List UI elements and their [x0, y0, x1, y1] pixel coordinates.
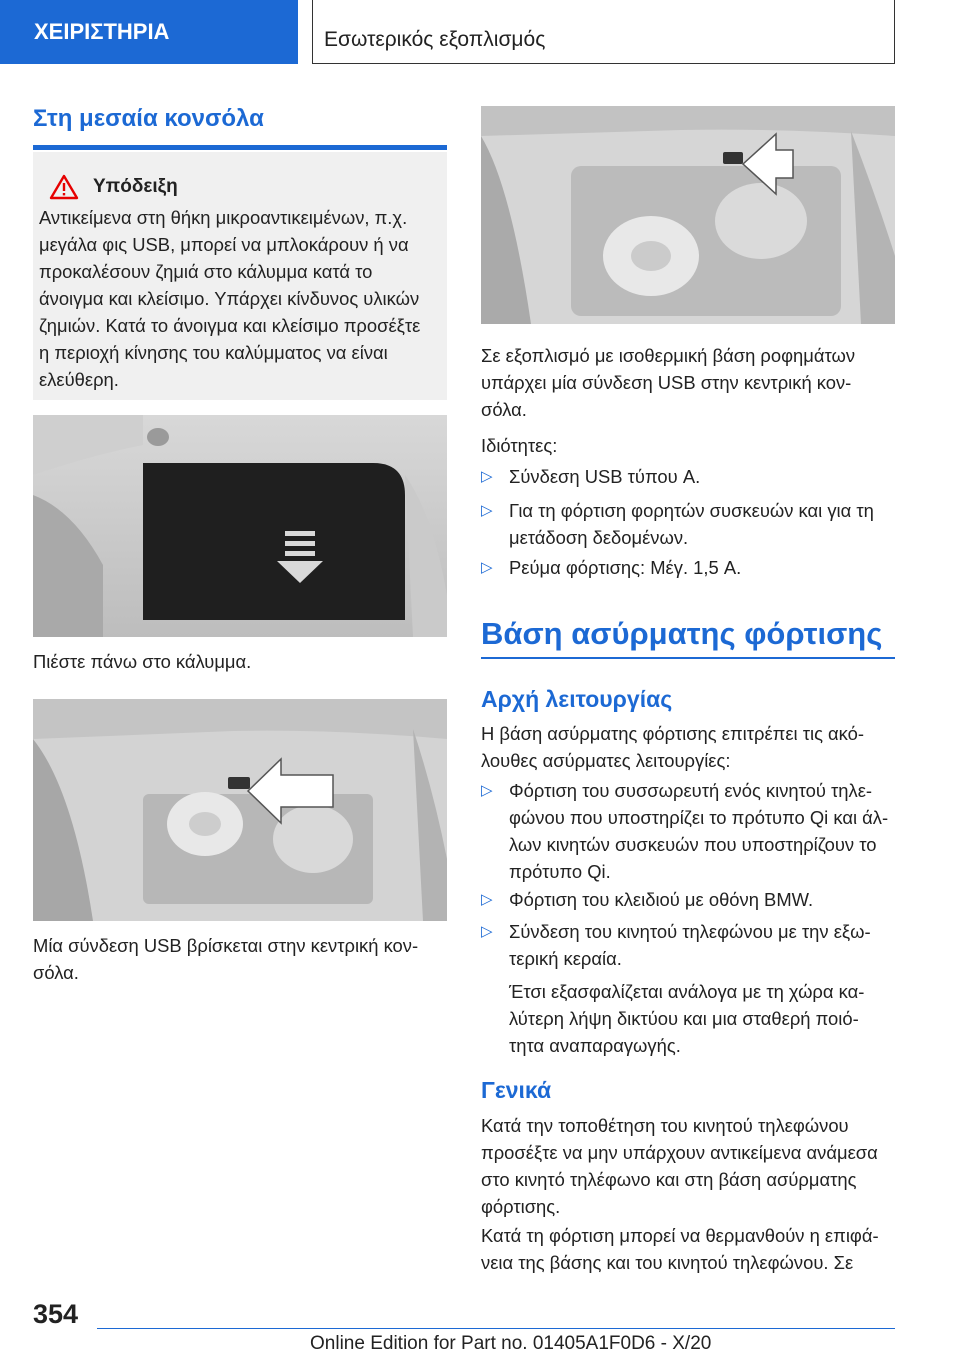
text-line: πρότυπο Qi.: [509, 861, 611, 882]
usb-console-illustration: [33, 699, 447, 921]
triangle-right-bullet-icon: ▷: [481, 923, 493, 940]
footer-rule: [97, 1328, 895, 1329]
text-line: τητα αναπαραγωγής.: [509, 1035, 681, 1056]
text-line: Έτσι εξασφαλίζεται ανάλογα με τη χώρα κα-: [509, 981, 865, 1002]
warning-triangle-icon: [49, 174, 79, 200]
section-tab-label: ΧΕΙΡΙΣΤΗΡΙΑ: [34, 19, 170, 44]
text-line: φώνου που υποστηρίζει το πρότυπο Qi και άλ-: [509, 807, 889, 828]
warning-note: [33, 152, 447, 400]
function-detail: [509, 978, 895, 1059]
caption-press-cover: Πιέστε πάνω στο κάλυμμα.: [33, 651, 252, 672]
text-line: ζημιών. Κατά το άνοιγμα και κλείσιμο προσέξτε: [39, 315, 421, 336]
text-line: Φόρτιση του συσσωρευτή ενός κινητού τηλε-: [509, 780, 873, 801]
text-line: λουθες ασύρματες λειτουργίες:: [481, 750, 731, 771]
general-paragraph-1: [481, 1112, 895, 1220]
text-line: προσέξτε να μην υπάρχουν αντικείμενα ανάμεσα: [481, 1142, 878, 1163]
general-paragraph-2: [481, 1222, 895, 1276]
header-divider-right: [894, 0, 895, 64]
text-line: Σε εξοπλισμό με ισοθερμική βάση ροφημάτων: [481, 345, 856, 366]
text-line: υπάρχει μία σύνδεση USB στην κεντρική κον-: [481, 372, 852, 393]
heading-rule: [481, 657, 895, 659]
text-line: άνοιγμα και κλείσιμο. Υπάρχει κίνδυνος υλικών: [39, 288, 420, 309]
storage-cover-illustration: [33, 415, 447, 637]
section-title: Στη μεσαία κονσόλα: [33, 105, 264, 132]
text-line: τερική κεραία.: [509, 948, 622, 969]
text-line: στο κινητό τηλέφωνο και στη βάση ασύρματης: [481, 1169, 857, 1190]
text-line: προκαλέσουν ζημιά στο κάλυμμα κατά το: [39, 261, 373, 282]
header-divider: [312, 0, 313, 64]
text-line: Αντικείμενα στη θήκη μικροαντικειμένων, π.χ.: [39, 207, 408, 228]
intro-paragraph: [481, 720, 895, 774]
triangle-right-bullet-icon: ▷: [481, 559, 493, 576]
text-line: μεγάλα φις USB, μπορεί να μπλοκάρουν ή να: [39, 234, 409, 255]
photo-storage-cover: [33, 415, 447, 637]
text-line: Ρεύμα φόρτισης: Μέγ. 1,5 A.: [509, 557, 742, 578]
page-number: 354: [33, 1299, 79, 1329]
text-line: Σύνδεση του κινητού τηλεφώνου με την εξω-: [509, 921, 871, 942]
text-line: φόρτισης.: [481, 1196, 561, 1217]
text-line: Σύνδεση USB τύπου A.: [509, 466, 701, 487]
text-line: λων κινητών συσκευών που υποστηρίζουν το: [509, 834, 877, 855]
heading-wireless-charging: Βάση ασύρματης φόρτισης: [481, 616, 883, 651]
note-text: [39, 204, 439, 393]
triangle-right-bullet-icon: ▷: [481, 891, 493, 908]
text-line: Κατά τη φόρτιση μπορεί να θερμανθούν η επιφά-: [481, 1225, 879, 1246]
heading-principle: Αρχή λειτουργίας: [481, 686, 673, 712]
photo-usb-console: [33, 699, 447, 921]
properties-label: Ιδιότητες:: [481, 435, 558, 456]
edition-footer: Online Edition for Part no. 01405A1F0D6 - X/20: [310, 1333, 712, 1354]
text-line: μετάδοση δεδομένων.: [509, 527, 689, 548]
note-heading-label: Υπόδειξη: [93, 176, 178, 197]
text-line: Φόρτιση του κλειδιού με οθόνη BMW.: [509, 889, 814, 910]
text-line: Κατά την τοποθέτηση του κινητού τηλεφώνου: [481, 1115, 849, 1136]
chapter-title: Εσωτερικός εξοπλισμός: [324, 28, 546, 51]
text-line: Για τη φόρτιση φορητών συσκευών και για τη: [509, 500, 874, 521]
note-heading: [49, 174, 178, 200]
text-line: ελεύθερη.: [39, 369, 119, 390]
triangle-right-bullet-icon: ▷: [481, 468, 493, 485]
section-tab: [0, 0, 298, 64]
text-line: λύτερη λήψη δικτύου και μια σταθερή ποιό-: [509, 1008, 859, 1029]
text-line: σόλα.: [33, 962, 79, 983]
text-line: Μία σύνδεση USB βρίσκεται στην κεντρική κον-: [33, 935, 419, 956]
photo-usb-thermal-holder: [481, 106, 895, 324]
triangle-right-bullet-icon: ▷: [481, 502, 493, 519]
triangle-right-bullet-icon: ▷: [481, 782, 493, 799]
section-title-rule: [33, 145, 447, 150]
heading-general: Γενικά: [481, 1077, 552, 1103]
text-line: νεια της βάσης και του κινητού τηλεφώνου. Σε: [481, 1252, 854, 1273]
header-underline: [312, 63, 895, 64]
caption-thermal-usb: [481, 342, 895, 423]
text-line: η περιοχή κίνησης του καλύμματος να είναι: [39, 342, 388, 363]
text-line: Η βάση ασύρματης φόρτισης επιτρέπει τις ακό-: [481, 723, 864, 744]
thermal-holder-illustration: [481, 106, 895, 324]
caption-usb-location: [33, 932, 447, 986]
text-line: σόλα.: [481, 399, 527, 420]
